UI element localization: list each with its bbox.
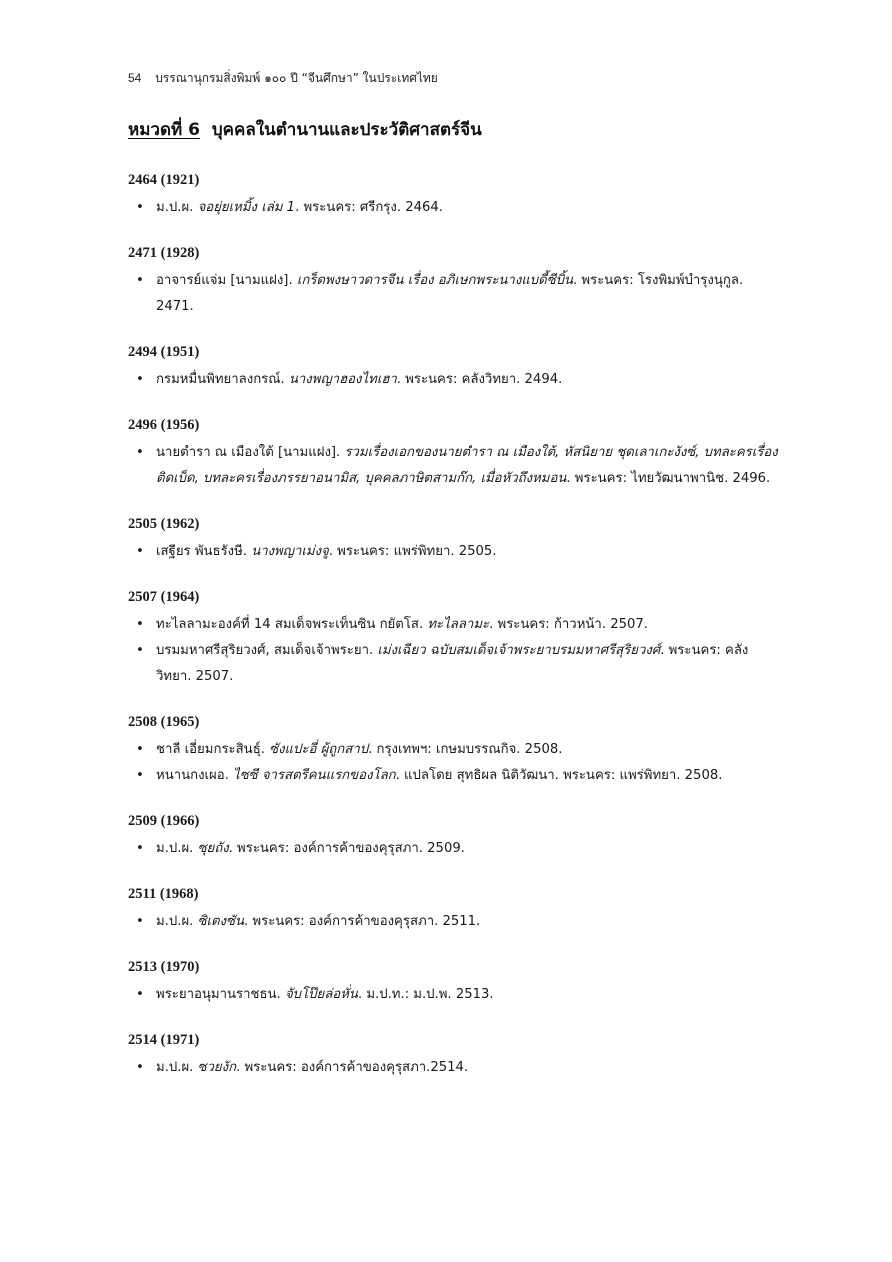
bibliography-list bbox=[128, 170, 778, 1103]
entry-title: นางพญาเม่งจู bbox=[251, 544, 329, 559]
running-header bbox=[128, 69, 438, 88]
entry-author: ชาลี เอี่ยมกระสินธุ์. bbox=[156, 742, 270, 757]
bibliography-entry bbox=[116, 195, 778, 221]
bibliography-entry bbox=[116, 763, 778, 789]
bibliography-entry bbox=[116, 440, 778, 492]
entry-publication: . แปลโดย สุทธิผล นิติวัฒนา. พระนคร: แพร่พิทยา. 2508. bbox=[395, 768, 723, 783]
entry-title: เกร็ดพงษาวดารจีน เรื่อง อภิเษกพระนางแบดี้ซีบิ้น bbox=[296, 273, 574, 288]
bullet-icon: • bbox=[136, 200, 144, 215]
bibliography-entry bbox=[116, 737, 778, 763]
year-section bbox=[128, 712, 778, 789]
year-heading: 2509 (1966) bbox=[128, 813, 200, 829]
entry-author: ม.ป.ผ. bbox=[156, 200, 198, 215]
bibliography-entry bbox=[116, 638, 778, 690]
bullet-icon: • bbox=[136, 742, 144, 757]
entry-title: ซังแปะอี่ ผู้ถูกสาป bbox=[269, 742, 369, 757]
entry-author: เสฐียร พันธรังษี. bbox=[156, 544, 252, 559]
bibliography-entry bbox=[116, 367, 778, 393]
bullet-icon: • bbox=[136, 914, 144, 929]
year-section bbox=[128, 811, 778, 862]
bibliography-entry bbox=[116, 612, 778, 638]
entry-author: กรมหมื่นพิทยาลงกรณ์. bbox=[156, 372, 289, 387]
year-heading: 2514 (1971) bbox=[128, 1032, 200, 1048]
entry-publication: . พระนคร: ก้าวหน้า. 2507. bbox=[489, 617, 648, 632]
bibliography-entry bbox=[116, 836, 778, 862]
page-number: 54 bbox=[128, 71, 142, 85]
bibliography-entry bbox=[116, 982, 778, 1008]
year-heading: 2508 (1965) bbox=[128, 714, 200, 730]
bibliography-entry bbox=[116, 539, 778, 565]
entry-author: นายตำรา ณ เมืองใต้ [นามแฝง]. bbox=[156, 445, 345, 460]
entry-author: ม.ป.ผ. bbox=[156, 914, 198, 929]
year-heading: 2471 (1928) bbox=[128, 245, 200, 261]
entry-publication: . พระนคร: แพร่พิทยา. 2505. bbox=[328, 544, 497, 559]
entry-author: ม.ป.ผ. bbox=[156, 841, 198, 856]
entry-author: อาจารย์แจ่ม [นามแฝง]. bbox=[156, 273, 297, 288]
entry-publication: . พระนคร: โรงพิมพ์บำรุงนุกูล. 2471. bbox=[156, 273, 744, 314]
bullet-icon: • bbox=[136, 768, 144, 783]
entry-title: ซิเตงซัน bbox=[197, 914, 244, 929]
bibliography-entry bbox=[116, 268, 778, 320]
year-heading: 2464 (1921) bbox=[128, 172, 200, 188]
entry-publication: . ม.ป.ท.: ม.ป.พ. 2513. bbox=[357, 987, 494, 1002]
bullet-icon: • bbox=[136, 987, 144, 1002]
entry-author: บรมมหาศรีสุริยวงศ์, สมเด็จเจ้าพระยา. bbox=[156, 643, 378, 658]
bullet-icon: • bbox=[136, 273, 144, 288]
year-section bbox=[128, 514, 778, 565]
year-heading: 2513 (1970) bbox=[128, 959, 200, 975]
year-section bbox=[128, 1030, 778, 1081]
bullet-icon: • bbox=[136, 544, 144, 559]
entry-publication: . พระนคร: องค์การค้าของคุรุสภา. 2509. bbox=[228, 841, 465, 856]
entry-author: หนานกงเผอ. bbox=[156, 768, 234, 783]
running-title: บรรณานุกรมสิ่งพิมพ์ ๑๐๐ ปี “จีนศึกษา” ในประเทศไทย bbox=[155, 71, 438, 85]
entry-author: ม.ป.ผ. bbox=[156, 1060, 198, 1075]
entry-title: ซวยงัก bbox=[197, 1060, 237, 1075]
year-heading: 2505 (1962) bbox=[128, 516, 200, 532]
entry-publication: . พระนคร: ไทยวัฒนาพานิช. 2496. bbox=[566, 471, 771, 486]
entry-publication: . พระนคร: องค์การค้าของคุรุสภา.2514. bbox=[236, 1060, 469, 1075]
entry-title: จอยุ่ยเหมิ้ง เล่ม 1 bbox=[197, 200, 296, 215]
year-section bbox=[128, 587, 778, 690]
bibliography-entry bbox=[116, 1055, 778, 1081]
bullet-icon: • bbox=[136, 372, 144, 387]
entry-publication: . กรุงเทพฯ: เกษมบรรณกิจ. 2508. bbox=[368, 742, 563, 757]
bullet-icon: • bbox=[136, 445, 144, 460]
year-section bbox=[128, 342, 778, 393]
entry-title: เม่งเฉียว ฉบับสมเด็จเจ้าพระยาบรมมหาศรีสุริยวงศ์ bbox=[377, 643, 661, 658]
entry-title: นางพญาฮองไทเฮา bbox=[288, 372, 397, 387]
year-section bbox=[128, 415, 778, 492]
bullet-icon: • bbox=[136, 617, 144, 632]
chapter-heading bbox=[128, 116, 482, 143]
chapter-label: หมวดที่ 6 bbox=[128, 120, 200, 140]
entry-publication: . พระนคร: องค์การค้าของคุรุสภา. 2511. bbox=[244, 914, 481, 929]
year-section bbox=[128, 243, 778, 320]
entry-author: พระยาอนุมานราชธน. bbox=[156, 987, 285, 1002]
year-heading: 2507 (1964) bbox=[128, 589, 200, 605]
bullet-icon: • bbox=[136, 643, 144, 658]
entry-title: ไซซี จารสตรีคนแรกของโลก bbox=[233, 768, 396, 783]
entry-publication: . พระนคร: คลังวิทยา. 2507. bbox=[156, 643, 749, 684]
year-heading: 2494 (1951) bbox=[128, 344, 200, 360]
bullet-icon: • bbox=[136, 1060, 144, 1075]
entry-title: ทะไลลามะ bbox=[427, 617, 490, 632]
chapter-title: บุคคลในตำนานและประวัติศาสตร์จีน bbox=[211, 120, 482, 140]
bibliography-entry bbox=[116, 909, 778, 935]
entry-title: จับโป๊ยล่อหั่น bbox=[284, 987, 358, 1002]
entry-author: ทะไลลามะองค์ที่ 14 สมเด็จพระเท็นซิน กยัตโส. bbox=[156, 617, 428, 632]
year-section bbox=[128, 170, 778, 221]
bullet-icon: • bbox=[136, 841, 144, 856]
entry-publication: . พระนคร: คลังวิทยา. 2494. bbox=[396, 372, 563, 387]
entry-publication: . พระนคร: ศรีกรุง. 2464. bbox=[295, 200, 443, 215]
year-heading: 2511 (1968) bbox=[128, 886, 199, 902]
year-section bbox=[128, 957, 778, 1008]
year-heading: 2496 (1956) bbox=[128, 417, 200, 433]
year-section bbox=[128, 884, 778, 935]
entry-title: รวมเรื่องเอกของนายตำรา ณ เมืองใต้, หัสนิยาย ชุดเลาเกะงังซ์, บทละครเรื่องติดเบ็ด, บทละครเรื่องภรรยาอนามิส, บุคคลภาษิตสามก๊ก, เมื่อหัวถึงหมอน bbox=[156, 445, 778, 486]
entry-title: ซุยถัง bbox=[197, 841, 229, 856]
